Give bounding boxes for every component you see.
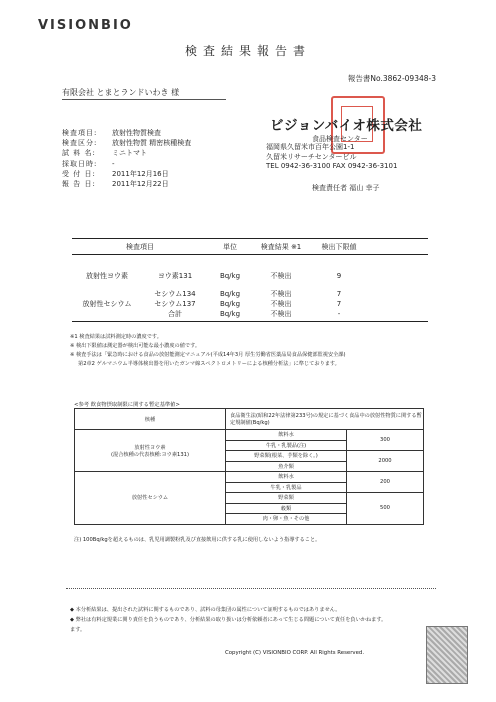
table-row <box>72 289 428 299</box>
ref-food-item: 牛乳・乳製品 <box>226 482 347 493</box>
info-value: 2011年12月16日 <box>112 169 169 178</box>
row-unit: Bq/kg <box>219 300 241 308</box>
row-limit: - <box>337 310 341 318</box>
disclaimer-line: ◆ 弊社は有料定規業に関り責任を負うものであり、分析結果の取り扱いは分析依頼者にあって生じる問題について責任を負いかねます。 <box>70 617 387 623</box>
reference-table <box>74 408 424 525</box>
header-unit: 単位 <box>223 243 237 251</box>
department: 食品検査センター <box>312 135 368 143</box>
header-limit: 検出下限値 <box>321 243 357 251</box>
reference-caption: <参考 飲食物摂取制限に関する暫定基準値> <box>74 402 180 408</box>
row-result: 不検出 <box>270 290 292 298</box>
table-row <box>75 472 424 483</box>
ref-food-item: 野菜類(根菜、芋類を除く。) <box>226 451 347 462</box>
ref-cesium-label: 放射性セシウム <box>75 472 226 525</box>
row-nuclide: セシウム137 <box>154 300 196 308</box>
ref-food-item: 肉・卵・魚・その他 <box>226 514 347 525</box>
info-label: 報 告 日: <box>62 180 96 189</box>
inspection-info <box>62 128 191 189</box>
ref-iodine-label: 放射性ヨウ素 (混合核種の代表核種:ヨウ素131) <box>75 430 226 472</box>
note-line: ※1 検査結果は試料測定時の濃度です。 <box>70 334 162 340</box>
disclaimer-line: ます。 <box>70 627 86 633</box>
row-result: 不検出 <box>270 310 292 318</box>
info-value: - <box>112 159 115 168</box>
note-line: 第2章2 ゲルマニウム半導体検出器を用いたガンマ線スペクトロメトリーによる核種分析法」に準じております。 <box>78 361 340 367</box>
company-address <box>266 143 397 172</box>
row-unit: Bq/kg <box>219 272 241 280</box>
ref-value: 200 <box>347 472 424 493</box>
info-label: 検査項目: <box>62 129 98 137</box>
info-label: 検査区分: <box>62 139 98 148</box>
info-label: 受 付 日: <box>62 169 96 178</box>
address-line: 久留米リサーチセンタービル <box>266 152 357 161</box>
info-value: 放射性物質検査 <box>112 129 161 137</box>
row-unit: Bq/kg <box>219 290 241 298</box>
row-item <box>72 289 142 299</box>
row-nuclide: ヨウ素131 <box>157 272 193 280</box>
notes <box>70 333 346 369</box>
ref-value: 500 <box>347 493 424 525</box>
responsible-person: 検査責任者 福山 幸子 <box>312 184 380 192</box>
row-limit: 9 <box>336 272 342 280</box>
ref-food-item: 魚介類 <box>226 461 347 472</box>
note-line: ※ 検出下限値は測定器が検出可能な最小濃度の値です。 <box>70 343 201 349</box>
visionbio-logo: VISIONBIO <box>38 18 133 33</box>
ref-food-item: 野菜類 <box>226 493 347 504</box>
table-row <box>72 271 428 281</box>
copyright: Copyright (C) VISIONBIO CORP. All Rights Reserved. <box>225 650 365 656</box>
info-value: 放射性物質 精密核種検査 <box>112 139 192 148</box>
row-nuclide: セシウム134 <box>154 290 196 298</box>
company-name: ビジョンバイオ株式会社 <box>270 118 423 134</box>
info-label: 試 料 名: <box>62 149 96 158</box>
hologram-seal-icon <box>426 626 468 684</box>
ref-value: 300 <box>347 430 424 451</box>
header-item: 検査項目 <box>126 243 154 251</box>
note-line: ※ 検査手法は「緊急時における食品の放射能測定マニュアル(平成14年3月 厚生労働省医薬品局食品保健部監視安全課) <box>70 352 346 358</box>
row-nuclide: 合計 <box>168 310 182 318</box>
ref-food-item: 飲料水 <box>226 430 347 441</box>
client-name: 有限会社 とまとランドいわき 様 <box>62 87 226 100</box>
page-title: 検査結果報告書 <box>184 44 311 58</box>
table-row <box>75 430 424 441</box>
table-row <box>72 299 428 309</box>
row-item: 放射性セシウム <box>82 300 132 308</box>
ref-food-item: 飲料水 <box>226 472 347 483</box>
row-result: 不検出 <box>270 300 292 308</box>
row-unit: Bq/kg <box>219 310 241 318</box>
reference-footnote: 注) 100Bq/kgを超えるものは、乳児用調製粉乳及び直接飲用に供する乳に使用しないよう指導すること。 <box>74 537 321 543</box>
disclaimer <box>70 605 386 635</box>
ref-value: 2000 <box>347 451 424 472</box>
info-value: 2011年12月22日 <box>112 180 169 189</box>
report-number: 報告書No.3862-09348-3 <box>347 74 436 83</box>
divider <box>66 588 436 589</box>
ref-food-item: 穀類 <box>226 503 347 514</box>
ref-header-limit: 食品衛生法(昭和22年法律第233号)の規定に基づく食品中の放射性物質に関する暫定規制値(Bq/kg) <box>226 409 424 430</box>
row-limit: 7 <box>336 290 342 298</box>
header-result: 検査結果 ※1 <box>260 243 302 251</box>
address-line: 福岡県久留米市百年公園1-1 <box>266 143 355 151</box>
reference-header-row <box>75 409 424 430</box>
results-table <box>72 238 428 322</box>
row-item <box>72 309 142 321</box>
ref-header-nuclide: 核種 <box>75 409 226 430</box>
ref-food-item: 牛乳・乳製品(注) <box>226 440 347 451</box>
disclaimer-line: ◆ 本分析結果は、提出された試料に関するものであり、試料の母集団の属性について証明するものではありません。 <box>70 607 341 613</box>
address-line: TEL 0942-36-3100 FAX 0942-36-3101 <box>266 162 398 170</box>
results-header <box>72 238 428 255</box>
info-label: 採取日時: <box>62 159 98 168</box>
info-value: ミニトマト <box>112 149 147 158</box>
row-result: 不検出 <box>270 272 292 280</box>
row-item: 放射性ヨウ素 <box>86 272 128 280</box>
table-row <box>72 309 428 322</box>
row-limit: 7 <box>336 300 342 308</box>
